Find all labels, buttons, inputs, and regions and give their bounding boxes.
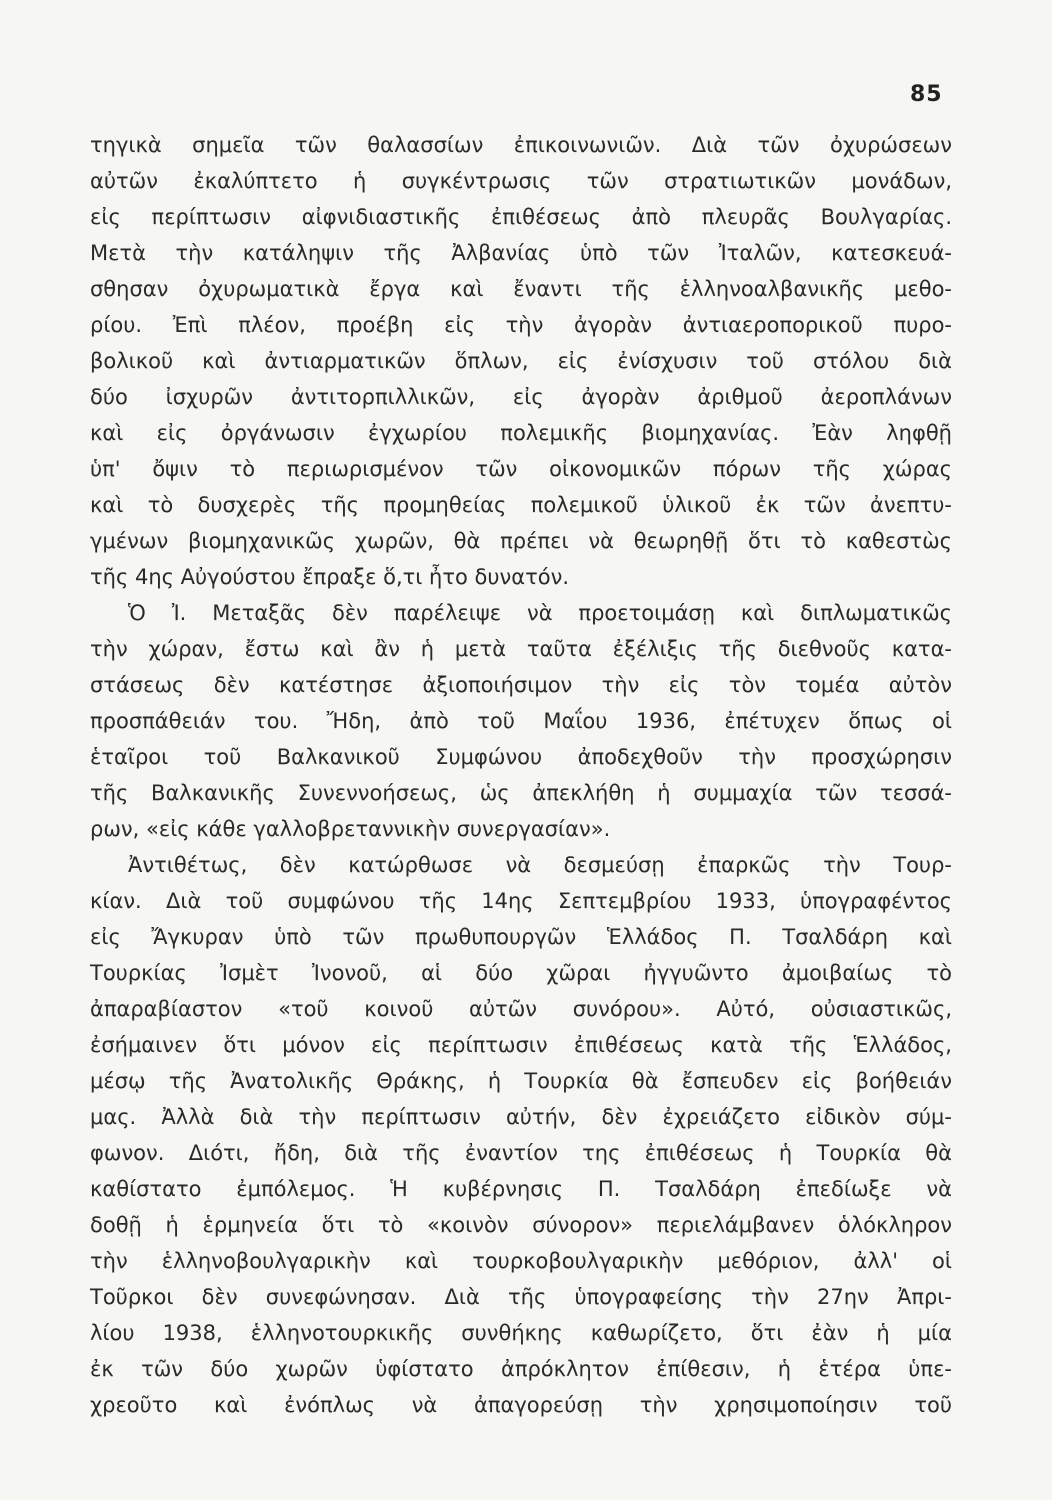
text-line: γμένων βιομηχανικῶς χωρῶν, θὰ πρέπει νὰ θεωρηθῇ ὅτι τὸ καθεστὼς xyxy=(90,529,952,553)
text-line: τὴν ἑλληνοβουλγαρικὴν καὶ τουρκοβουλγαρικὴν μεθόριον, ἀλλ' οἱ xyxy=(90,1249,952,1273)
text-line: αὐτῶν ἐκαλύπτετο ἡ συγκέντρωσις τῶν στρατιωτικῶν μονάδων, xyxy=(90,169,952,193)
text-line: μέσῳ τῆς Ἀνατολικῆς Θράκης, ἡ Τουρκία θὰ ἔσπευδεν εἰς βοήθειάν xyxy=(90,1069,952,1093)
text-line: καθίστατο ἐμπόλεμος. Ἡ κυβέρνησις Π. Τσαλδάρη ἐπεδίωξε νὰ xyxy=(90,1177,952,1201)
text-line: δύο ἰσχυρῶν ἀντιτορπιλλικῶν, εἰς ἀγορὰν ἀριθμοῦ ἀεροπλάνων xyxy=(90,385,952,409)
text-line: βολικοῦ καὶ ἀντιαρματικῶν ὅπλων, εἰς ἐνίσχυσιν τοῦ στόλου διὰ xyxy=(90,349,952,373)
text-line: στάσεως δὲν κατέστησε ἀξιοποιήσιμον τὴν εἰς τὸν τομέα αὐτὸν xyxy=(90,673,952,697)
paragraph-start-line: Ὁ Ἰ. Μεταξᾶς δὲν παρέλειψε νὰ προετοιμάσῃ καὶ διπλωματικῶς xyxy=(128,601,952,625)
text-line: κίαν. Διὰ τοῦ συμφώνου τῆς 14ης Σεπτεμβρίου 1933, ὑπογραφέντος xyxy=(90,889,952,913)
text-line: μας. Ἀλλὰ διὰ τὴν περίπτωσιν αὐτήν, δὲν ἐχρειάζετο εἰδικὸν σύμ- xyxy=(90,1105,952,1129)
body-text xyxy=(90,127,952,1423)
text-line: Μετὰ τὴν κατάληψιν τῆς Ἀλβανίας ὑπὸ τῶν Ἰταλῶν, κατεσκευά- xyxy=(90,241,952,265)
text-line: εἰς περίπτωσιν αἰφνιδιαστικῆς ἐπιθέσεως ἀπὸ πλευρᾶς Βουλγαρίας. xyxy=(90,205,952,229)
text-line: σθησαν ὀχυρωματικὰ ἔργα καὶ ἔναντι τῆς ἑλληνοαλβανικῆς μεθο- xyxy=(90,277,952,301)
text-line: καὶ τὸ δυσχερὲς τῆς προμηθείας πολεμικοῦ ὑλικοῦ ἐκ τῶν ἀνεπτυ- xyxy=(90,493,952,517)
text-line: ἐσήμαινεν ὅτι μόνον εἰς περίπτωσιν ἐπιθέσεως κατὰ τῆς Ἑλλάδος, xyxy=(90,1033,952,1057)
text-line: δοθῇ ἡ ἑρμηνεία ὅτι τὸ «κοινὸν σύνορον» περιελάμβανεν ὁλόκληρον xyxy=(90,1213,952,1237)
page-number: 85 xyxy=(910,82,943,107)
text-line: ἀπαραβίαστον «τοῦ κοινοῦ αὐτῶν συνόρου». Αὐτό, οὐσιαστικῶς, xyxy=(90,997,952,1021)
text-line: τῆς Βαλκανικῆς Συνεννοήσεως, ὡς ἀπεκλήθη ἡ συμμαχία τῶν τεσσά- xyxy=(90,781,952,805)
text-line: προσπάθειάν του. Ἤδη, ἀπὸ τοῦ Μαΐου 1936, ἐπέτυχεν ὅπως οἱ xyxy=(90,709,952,733)
text-line: ὑπ' ὄψιν τὸ περιωρισμένον τῶν οἰκονομικῶν πόρων τῆς χώρας xyxy=(90,457,952,481)
text-line: φωνον. Διότι, ἤδη, διὰ τῆς ἐναντίον της ἐπιθέσεως ἡ Τουρκία θὰ xyxy=(90,1141,952,1165)
text-line: καὶ εἰς ὀργάνωσιν ἐγχωρίου πολεμικῆς βιομηχανίας. Ἐὰν ληφθῇ xyxy=(90,421,952,445)
text-line: ἑταῖροι τοῦ Βαλκανικοῦ Συμφώνου ἀποδεχθοῦν τὴν προσχώρησιν xyxy=(90,745,952,769)
text-line: Τουρκίας Ἰσμὲτ Ἰνονοῦ, αἱ δύο χῶραι ἠγγυῶντο ἀμοιβαίως τὸ xyxy=(90,961,952,985)
text-line: χρεοῦτο καὶ ἐνόπλως νὰ ἀπαγορεύσῃ τὴν χρησιμοποίησιν τοῦ xyxy=(90,1393,952,1417)
text-line: ἐκ τῶν δύο χωρῶν ὑφίστατο ἀπρόκλητον ἐπίθεσιν, ἡ ἑτέρα ὑπε- xyxy=(90,1357,952,1381)
paragraph-start-line: Ἀντιθέτως, δὲν κατώρθωσε νὰ δεσμεύσῃ ἐπαρκῶς τὴν Τουρ- xyxy=(128,853,952,877)
text-line: λίου 1938, ἑλληνοτουρκικῆς συνθήκης καθωρίζετο, ὅτι ἐὰν ἡ μία xyxy=(90,1321,952,1345)
text-line: τὴν χώραν, ἔστω καὶ ἂν ἡ μετὰ ταῦτα ἐξέλιξις τῆς διεθνοῦς κατα- xyxy=(90,637,952,661)
text-line: τῆς 4ης Αὐγούστου ἔπραξε ὅ,τι ἦτο δυνατόν. xyxy=(90,565,569,589)
text-line: ρίου. Ἐπὶ πλέον, προέβη εἰς τὴν ἀγορὰν ἀντιαεροπορικοῦ πυρο- xyxy=(90,313,952,337)
text-line: εἰς Ἄγκυραν ὑπὸ τῶν πρωθυπουργῶν Ἑλλάδος Π. Τσαλδάρη καὶ xyxy=(90,925,952,949)
text-line: τηγικὰ σημεῖα τῶν θαλασσίων ἐπικοινωνιῶν. Διὰ τῶν ὀχυρώσεων xyxy=(90,133,952,157)
text-line: Τοῦρκοι δὲν συνεφώνησαν. Διὰ τῆς ὑπογραφείσης τὴν 27ην Ἀπρι- xyxy=(90,1285,952,1309)
text-line: ρων, «εἰς κάθε γαλλοβρεταννικὴν συνεργασίαν». xyxy=(90,817,611,841)
